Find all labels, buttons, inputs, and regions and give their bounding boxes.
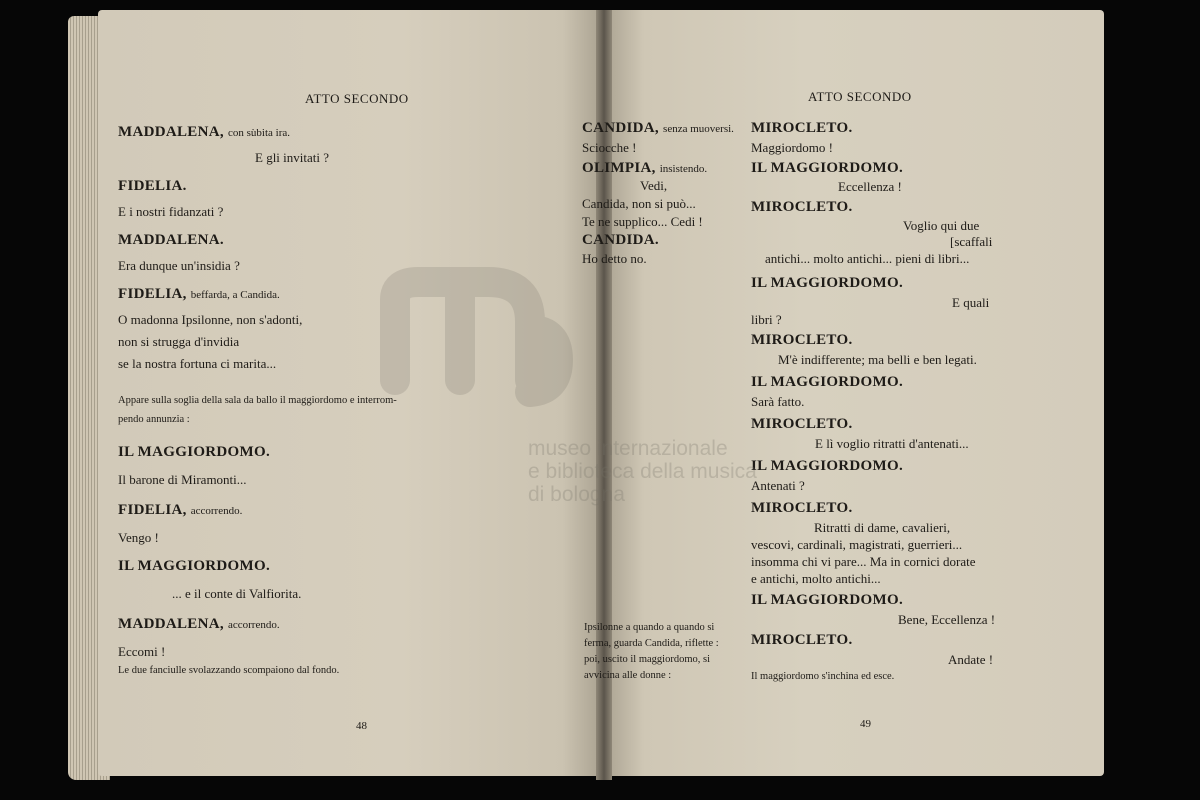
speaker-cue [751,160,903,177]
stage-direction: pendo annunzia : [118,414,190,425]
dialogue-line: libri ? [751,312,782,327]
stage-direction-inline: senza muoversi. [663,123,734,135]
speaker-name: IL MAGGIORDOMO. [751,458,904,474]
speaker-name: MIROCLETO. [751,332,853,348]
speaker-cue [751,592,903,609]
speaker-name: MIROCLETO. [751,120,853,136]
watermark-line-2: e biblioteca della musica [528,460,757,483]
dialogue-line: [scaffali [950,234,993,249]
dialogue-line: e antichi, molto antichi... [751,571,881,586]
stage-direction-inline: beffarda, a Candida. [190,289,280,301]
speaker-name: IL MAGGIORDOMO. [751,592,904,608]
dialogue-line: Sciocche ! [582,140,637,155]
speaker-cue [582,160,707,177]
left-page-header: ATTO SECONDO [305,91,409,106]
speaker-cue [118,444,270,461]
speaker-name: MIROCLETO. [751,500,853,516]
dialogue-line: Antenati ? [751,478,805,493]
stage-direction: Ipsilonne a quando a quando si [584,622,715,633]
speaker-name: FIDELIA, [118,286,187,302]
dialogue-line: Ritratti di dame, cavalieri, [814,520,951,535]
dialogue-line: M'è indifferente; ma belli e ben legati. [778,352,977,367]
right-page-number: 49 [860,718,871,730]
dialogue-line: Eccomi ! [118,644,166,659]
dialogue-line: ... e il conte di Valfiorita. [172,586,302,601]
dialogue-line: Eccellenza ! [838,179,902,194]
speaker-name: IL MAGGIORDOMO. [751,160,904,176]
dialogue-line: se la nostra fortuna ci marita... [118,356,277,371]
dialogue-line: Sarà fatto. [751,394,805,409]
dialogue-line: E quali [952,295,990,310]
stage-direction-inline: accorrendo. [227,619,280,631]
speaker-cue [118,502,242,519]
speaker-name: CANDIDA, [582,120,659,136]
speaker-cue [118,616,280,633]
dialogue-line: E lì voglio ritratti d'antenati... [815,436,969,451]
speaker-cue [582,120,734,137]
speaker-cue [751,632,853,649]
speaker-cue [751,120,853,137]
speaker-name: MIROCLETO. [751,199,853,215]
speaker-name: MADDALENA, [118,616,224,632]
speaker-cue [751,332,853,349]
speaker-cue [751,500,853,517]
speaker-name: MIROCLETO. [751,416,853,432]
speaker-name: FIDELIA. [118,178,187,194]
speaker-name: IL MAGGIORDOMO. [751,275,904,291]
stage-direction: poi, uscito il maggiordomo, si [584,654,710,665]
watermark-line-1: museo internazionale [528,437,728,460]
dialogue-line: Era dunque un'insidia ? [118,258,240,273]
speaker-cue [751,275,903,292]
speaker-cue [118,178,187,195]
stage-direction: ferma, guarda Candida, riflette : [584,638,719,649]
speaker-cue [751,458,903,475]
dialogue-line: Candida, non si può... [582,196,696,211]
speaker-cue [118,232,224,249]
dialogue-line: Voglio qui due [903,218,980,233]
stage-direction: avvicina alle donne : [584,670,672,681]
speaker-name: MADDALENA. [118,232,224,248]
right-page-header: ATTO SECONDO [808,89,912,104]
speaker-cue [118,286,280,303]
dialogue-line: Bene, Eccellenza ! [898,612,996,627]
dialogue-line: Maggiordomo ! [751,140,833,155]
dialogue-line: E i nostri fidanzati ? [118,204,224,219]
speaker-cue [582,232,659,249]
stage-direction-inline: insistendo. [659,163,708,175]
stage-direction: Il maggiordomo s'inchina ed esce. [751,671,895,682]
dialogue-line: Il barone di Miramonti... [118,472,247,487]
speaker-cue [751,416,853,433]
speaker-cue [751,199,853,216]
dialogue-line: Vengo ! [118,530,159,545]
stage-direction: Le due fanciulle svolazzando scompaiono dal fondo. [118,665,340,676]
dialogue-line: E gli invitati ? [255,150,330,165]
dialogue-line: vescovi, cardinali, magistrati, guerrieri... [751,537,963,552]
dialogue-line: Te ne supplico... Cedi ! [582,214,703,229]
dialogue-line: insomma chi vi pare... Ma in cornici dorate [751,554,976,569]
dialogue-line: Vedi, [640,178,668,193]
speaker-name: IL MAGGIORDOMO. [118,558,271,574]
dialogue-line: Ho detto no. [582,251,647,266]
dialogue-line: O madonna Ipsilonne, non s'adonti, [118,312,303,327]
dialogue-line: non si strugga d'invidia [118,334,240,349]
speaker-name: FIDELIA, [118,502,187,518]
speaker-name: CANDIDA. [582,232,659,248]
stage-direction-inline: con sùbita ira. [227,127,290,139]
speaker-cue [751,374,903,391]
dialogue-line: antichi... molto antichi... pieni di libri... [765,251,970,266]
speaker-cue [118,124,290,141]
speaker-name: MIROCLETO. [751,632,853,648]
speaker-name: OLIMPIA, [582,160,656,176]
speaker-name: IL MAGGIORDOMO. [118,444,271,460]
watermark-line-3: di bologna [528,483,625,506]
stage-direction-inline: accorrendo. [190,505,243,517]
speaker-name: IL MAGGIORDOMO. [751,374,904,390]
stage-direction: Appare sulla soglia della sala da ballo il maggiordomo e interrom- [118,395,397,406]
speaker-name: MADDALENA, [118,124,224,140]
left-page-number: 48 [356,720,367,732]
speaker-cue [118,558,270,575]
dialogue-line: Andate ! [948,652,994,667]
